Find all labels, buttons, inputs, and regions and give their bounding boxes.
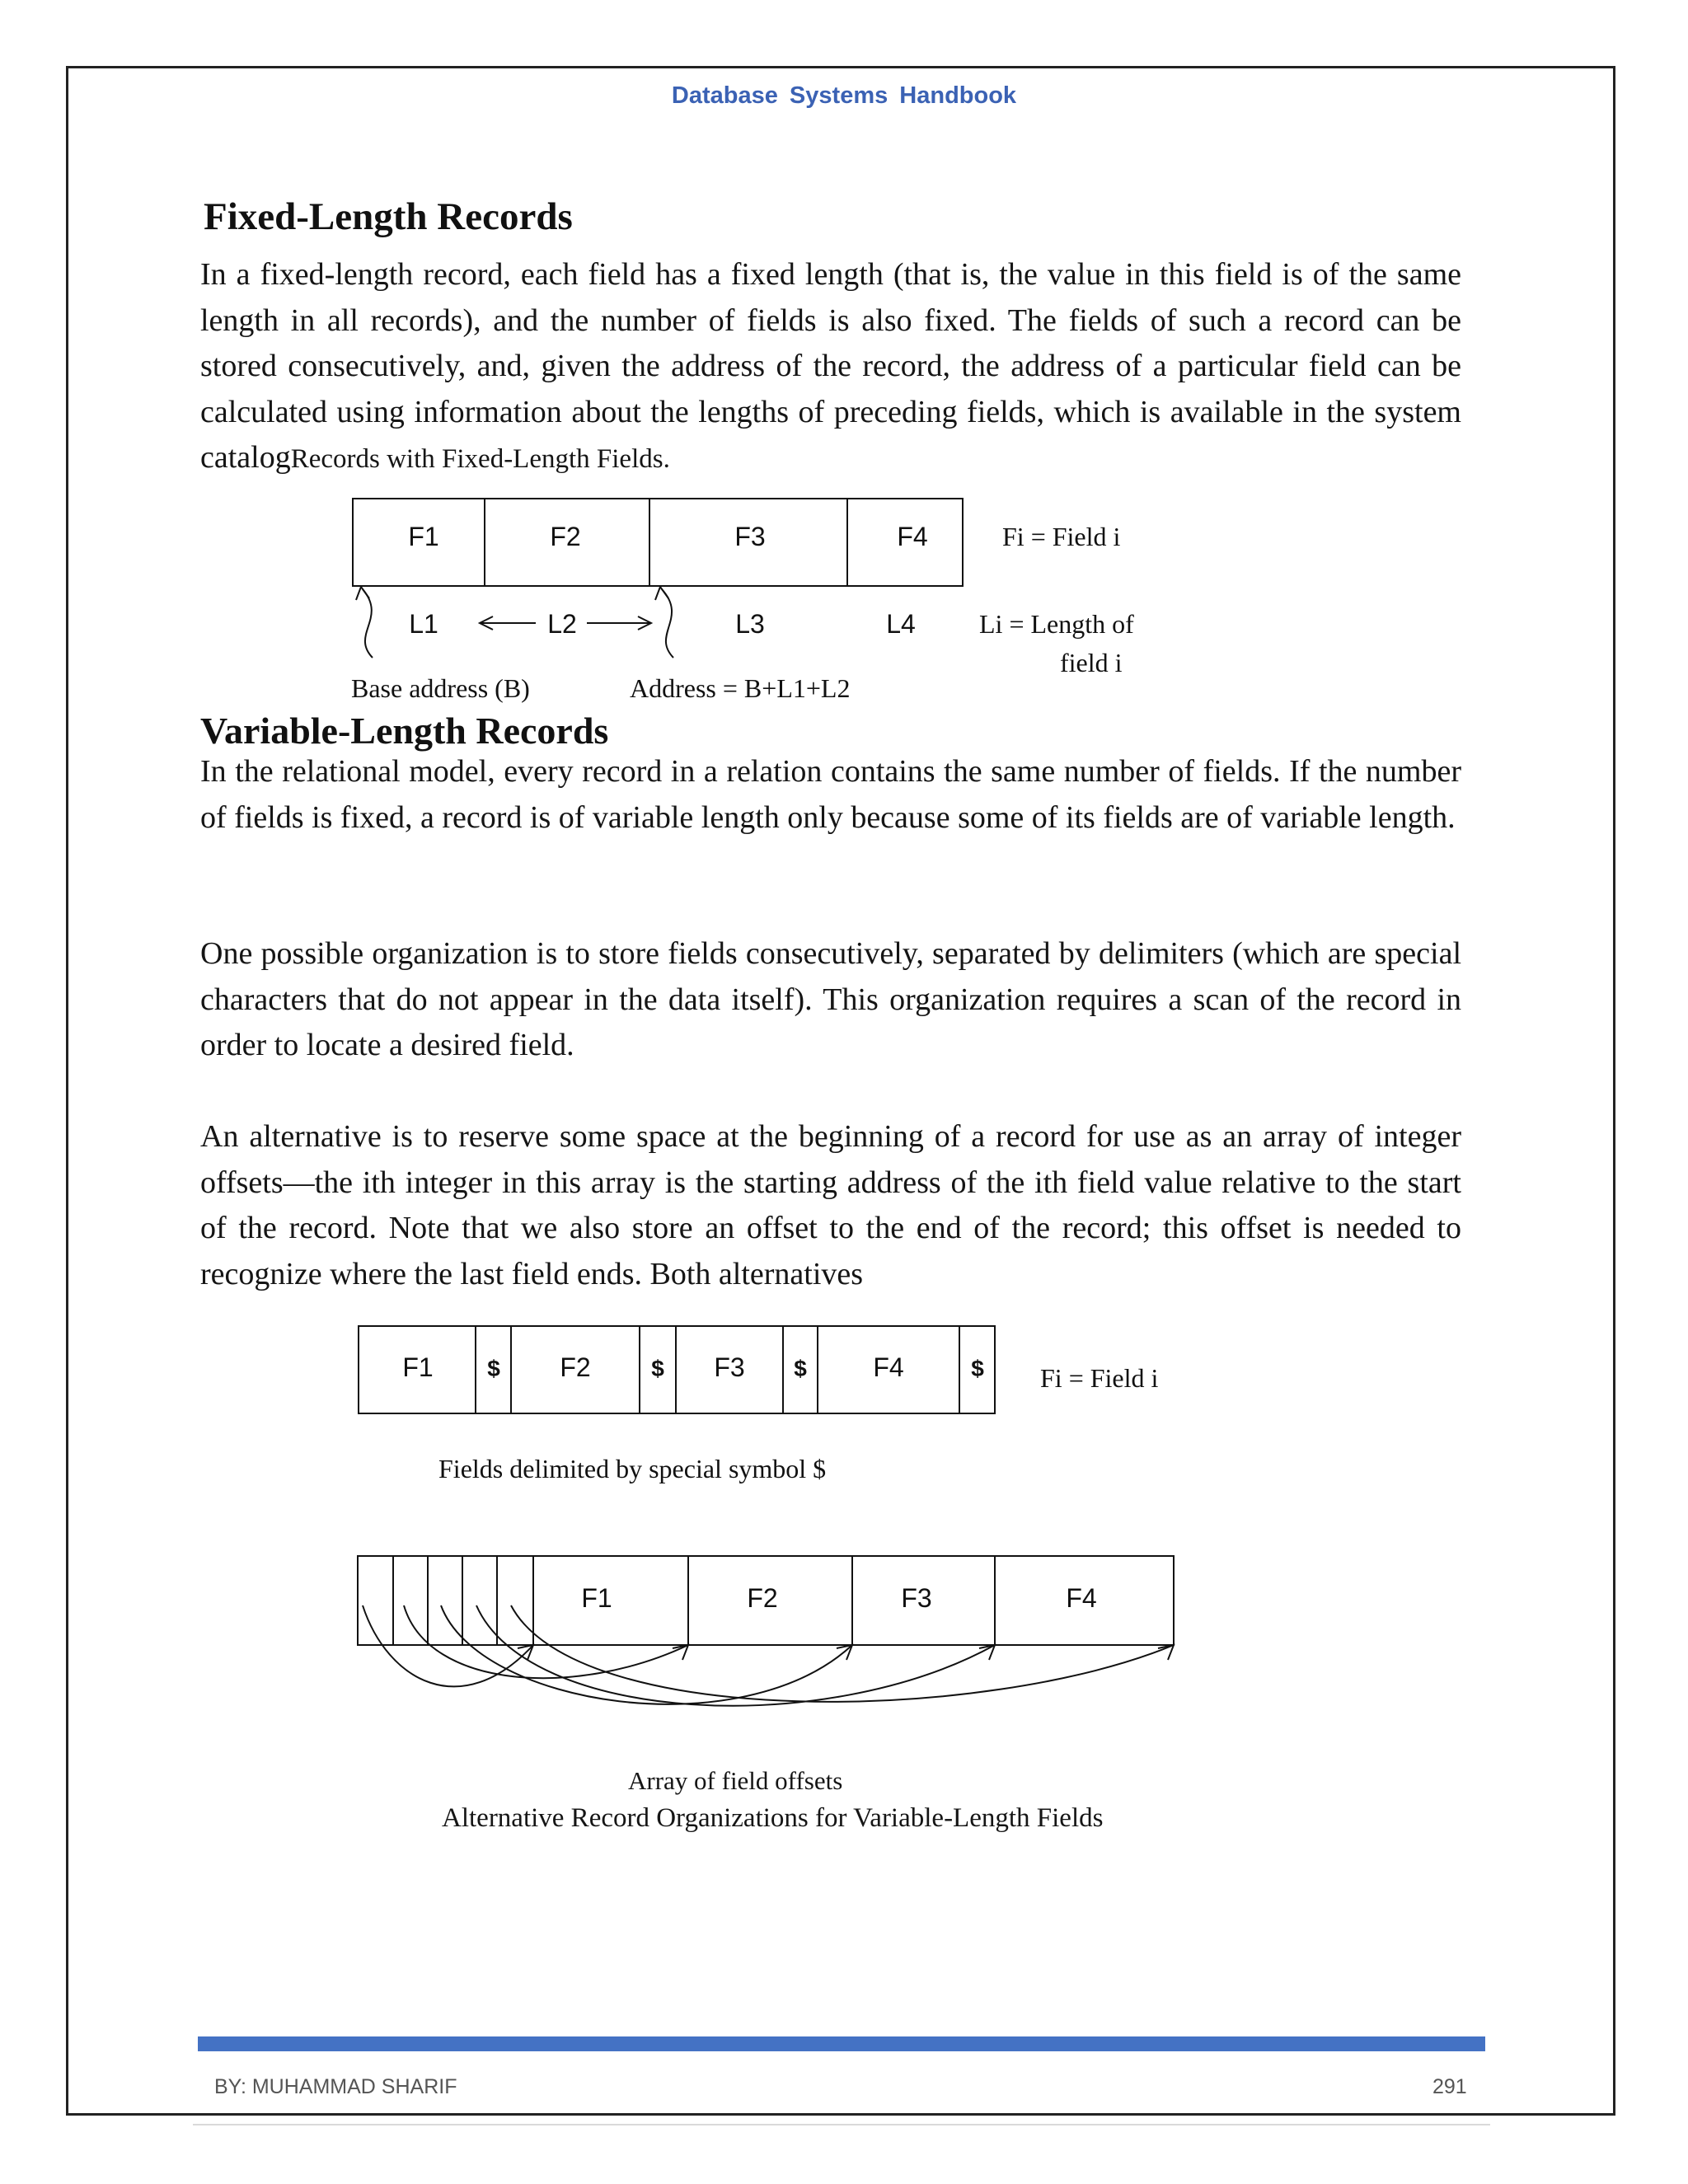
fixed-field-label: F1: [408, 522, 439, 551]
page-number: 291: [1432, 2075, 1467, 2098]
address-formula-label: Address = B+L1+L2: [630, 673, 851, 703]
length-label: L2: [547, 609, 577, 639]
legend-field-fixed: Fi = Field i: [1002, 522, 1121, 551]
section-heading-fixed-length: Fixed-Length Records: [204, 195, 573, 238]
section-heading-variable-length: Variable-Length Records: [200, 710, 609, 752]
length-label: L3: [735, 609, 765, 639]
paragraph-variable-2: One possible organization is to store fields consecutively, separated by delimiters (which are special characters that do not appear in the data itself). This organization requires a scan of the record in order to locate a desired field.: [200, 936, 1461, 1063]
caption-delimited: Fields delimited by special symbol $: [438, 1454, 827, 1483]
offset-field-label: F2: [747, 1583, 778, 1613]
caption-offset-array: Array of field offsets: [628, 1766, 843, 1795]
delimited-field-label: F3: [714, 1352, 745, 1382]
fixed-field-label: F3: [734, 522, 766, 551]
length-label: L1: [409, 609, 438, 639]
paragraph-fixed-length-text: In a fixed-length record, each field has a fixed length (that is, the value in this field is of the same length in all records), and the number of fields is also fixed. The fields of such a record can be stored consecutively, and, given the address of the record, the address of a particular field can be calculated using information about the lengths of preceding fields, which is available in the system catalog: [200, 257, 1461, 476]
base-address-label: Base address (B): [351, 673, 530, 703]
footer-author: BY: MUHAMMAD SHARIF: [214, 2075, 457, 2098]
bottom-rule: [193, 2124, 1490, 2125]
footer-blue-rule: [198, 2036, 1485, 2051]
offset-pointer: [476, 1605, 995, 1706]
legend-length-line1: Li = Length of: [979, 609, 1134, 639]
length-label: L4: [886, 609, 916, 639]
delimited-field-label: F1: [402, 1352, 434, 1382]
fixed-field-label: F4: [897, 522, 928, 551]
paragraph-variable-3: An alternative is to reserve some space at the beginning of a record for use as an array of integer offsets—the ith integer in this array is the starting address of the ith field value relative to the start of the record. Note that we also store an offset to the end of the record; this offset is needed to recognize where the last field ends. Both alternatives: [200, 1119, 1461, 1291]
delimiter-symbol: $: [651, 1356, 664, 1381]
offset-field-label: F4: [1066, 1583, 1097, 1613]
fixed-field-label: F2: [550, 522, 581, 551]
delimiter-symbol: $: [794, 1356, 807, 1381]
offset-field-label: F1: [581, 1583, 612, 1613]
paragraph-variable-1: In the relational model, every record in a relation contains the same number of fields. If the number of fields is fixed, a record is of variable length only because some of its fields are of variable length.: [200, 754, 1461, 835]
offset-pointer: [441, 1605, 852, 1704]
delimiter-symbol: $: [971, 1356, 984, 1381]
legend-length-line2: field i: [1060, 648, 1123, 677]
delimiter-symbol: $: [487, 1356, 500, 1381]
figure-title-fixed-length: Records with Fixed-Length Fields.: [290, 444, 670, 475]
legend-field-delimited: Fi = Field i: [1040, 1363, 1159, 1393]
running-header: Database Systems Handbook: [671, 82, 1017, 109]
delimited-field-label: F2: [560, 1352, 591, 1382]
delimited-field-label: F4: [873, 1352, 904, 1382]
figure-caption-variable-length: Alternative Record Organizations for Variable-Length Fields: [442, 1803, 1104, 1833]
offset-field-label: F3: [901, 1583, 932, 1613]
